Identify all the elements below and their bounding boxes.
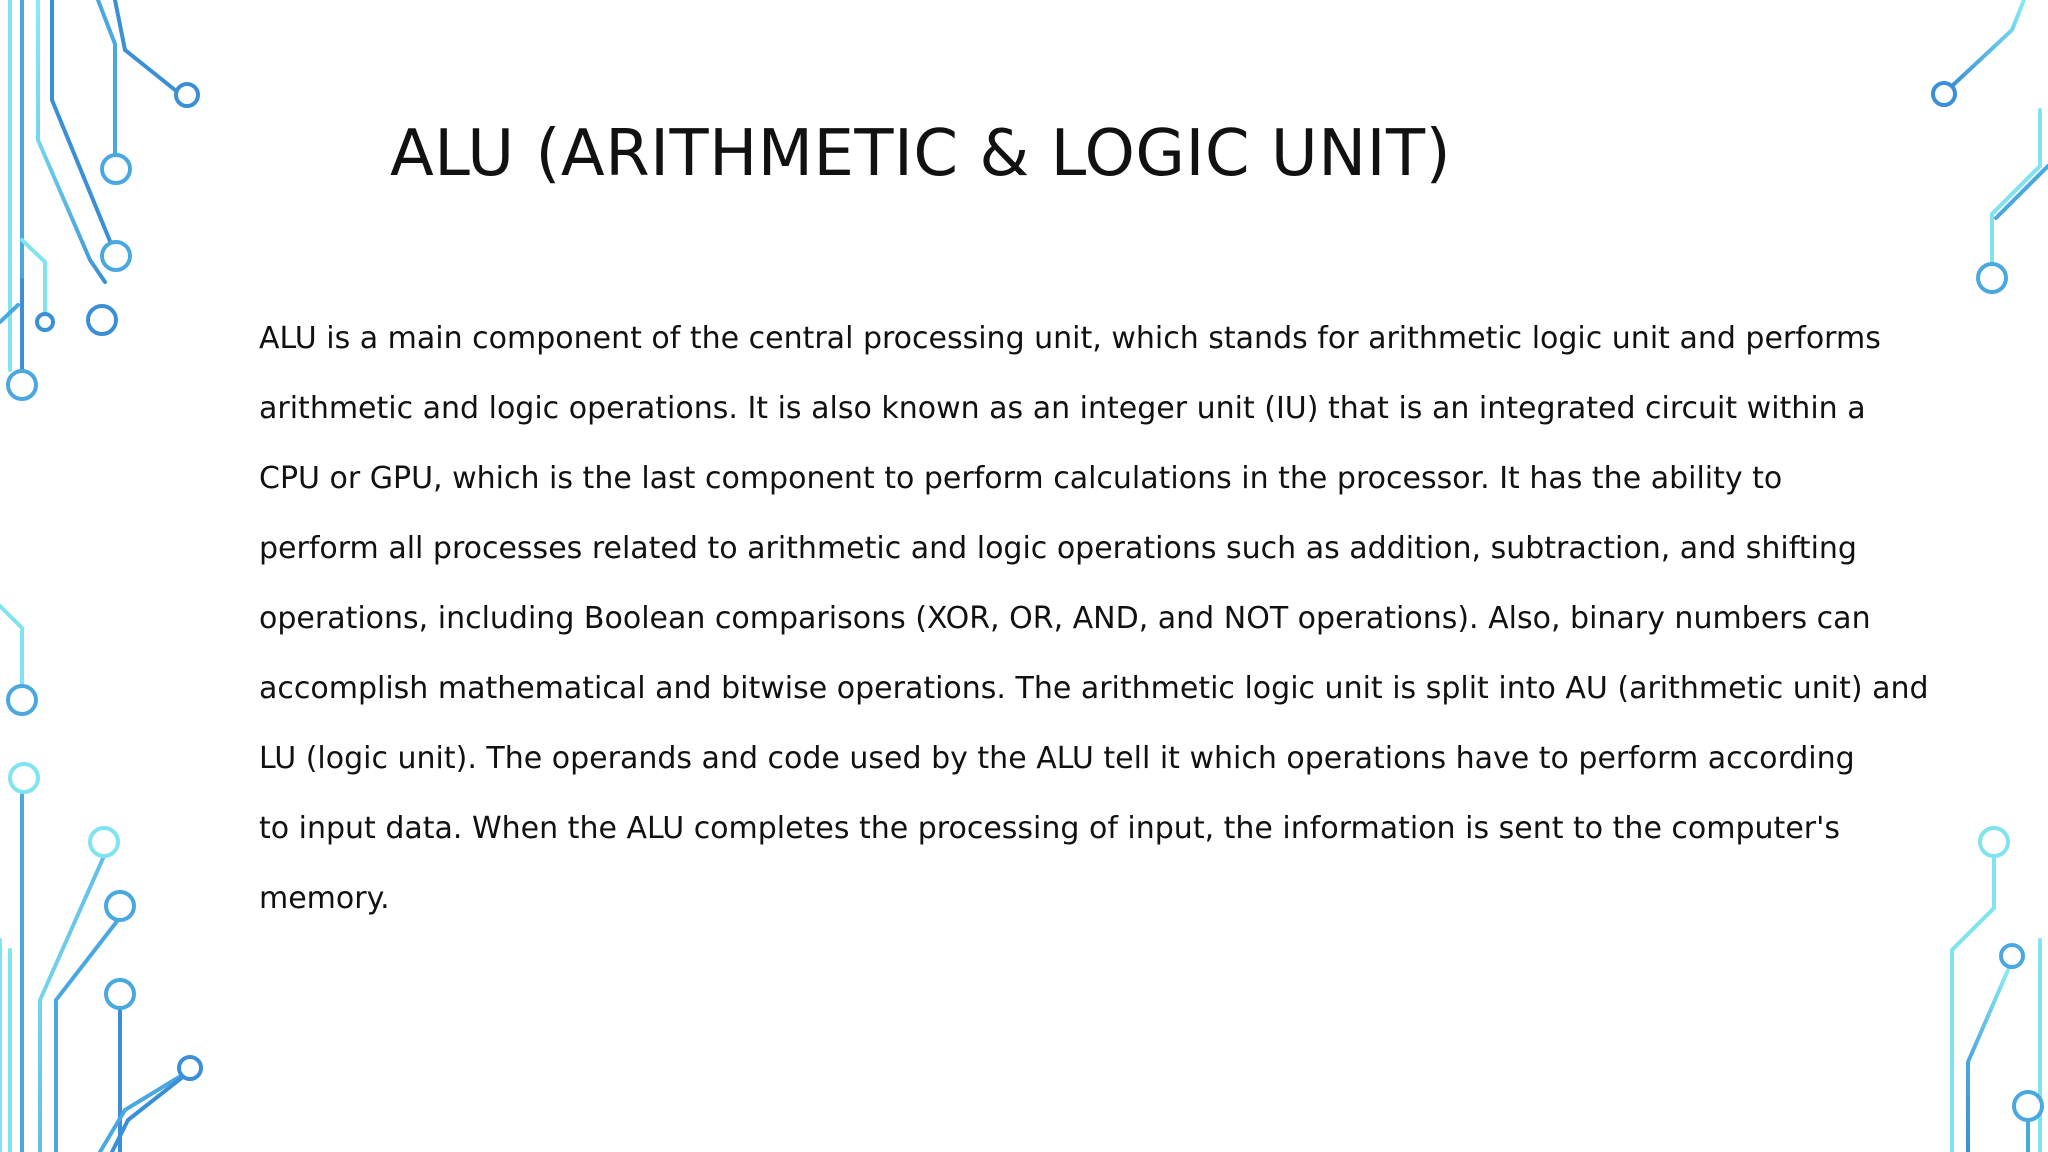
circuit-node — [1933, 83, 1955, 105]
circuit-bottom-right — [1952, 828, 2042, 1152]
circuit-trace — [1968, 970, 2008, 1152]
circuit-trace — [115, 0, 180, 94]
circuit-node — [10, 764, 38, 792]
circuit-node — [88, 306, 116, 334]
body-line: LU (logic unit). The operands and code used by the ALU tell it which operations have to perform according — [259, 741, 1855, 776]
circuit-node — [1978, 264, 2006, 292]
body-line: ALU is a main component of the central processing unit, which stands for arithmetic logic unit and performs — [259, 321, 1881, 356]
circuit-node — [8, 686, 36, 714]
circuit-trace — [38, 0, 105, 282]
circuit-trace — [52, 0, 115, 254]
body-line: memory. — [259, 881, 390, 916]
circuit-trace — [98, 0, 115, 155]
circuit-trace — [1996, 166, 2048, 218]
circuit-node — [90, 828, 118, 856]
circuit-trace — [1952, 856, 1994, 1152]
body-line: perform all processes related to arithmetic and logic operations such as addition, subtraction, and shifting — [259, 531, 1857, 566]
circuit-node — [8, 371, 36, 399]
circuit-trace — [40, 856, 104, 1152]
circuit-trace — [22, 240, 45, 316]
circuit-node — [2001, 945, 2023, 967]
circuit-node — [102, 155, 130, 183]
circuit-trace — [0, 606, 22, 686]
circuit-top-right — [1933, 0, 2048, 292]
slide-title: ALU (ARITHMETIC & LOGIC UNIT) — [390, 117, 1452, 191]
body-line: CPU or GPU, which is the last component to perform calculations in the processor. It has the ability to — [259, 461, 1783, 496]
circuit-node — [179, 1057, 201, 1079]
circuit-top-left — [0, 0, 198, 399]
circuit-trace — [56, 920, 118, 1152]
body-line: operations, including Boolean comparisons (XOR, OR, AND, and NOT operations). Also, binary numbers can — [259, 601, 1871, 636]
slide-body — [259, 304, 1939, 934]
circuit-node — [37, 314, 53, 330]
circuit-trace — [1952, 0, 2024, 86]
circuit-node — [176, 84, 198, 106]
body-line: to input data. When the ALU completes the processing of input, the information is sent to the computer's — [259, 811, 1840, 846]
circuit-bottom-left — [0, 606, 201, 1152]
circuit-trace — [1992, 110, 2040, 262]
circuit-node — [106, 980, 134, 1008]
circuit-node — [106, 892, 134, 920]
circuit-node — [1980, 828, 2008, 856]
circuit-node — [2014, 1092, 2042, 1120]
circuit-node — [102, 242, 130, 270]
body-line: accomplish mathematical and bitwise operations. The arithmetic logic unit is split into AU (arithmetic unit) and — [259, 671, 1929, 706]
body-line: arithmetic and logic operations. It is also known as an integer unit (IU) that is an integrated circuit within a — [259, 391, 1866, 426]
